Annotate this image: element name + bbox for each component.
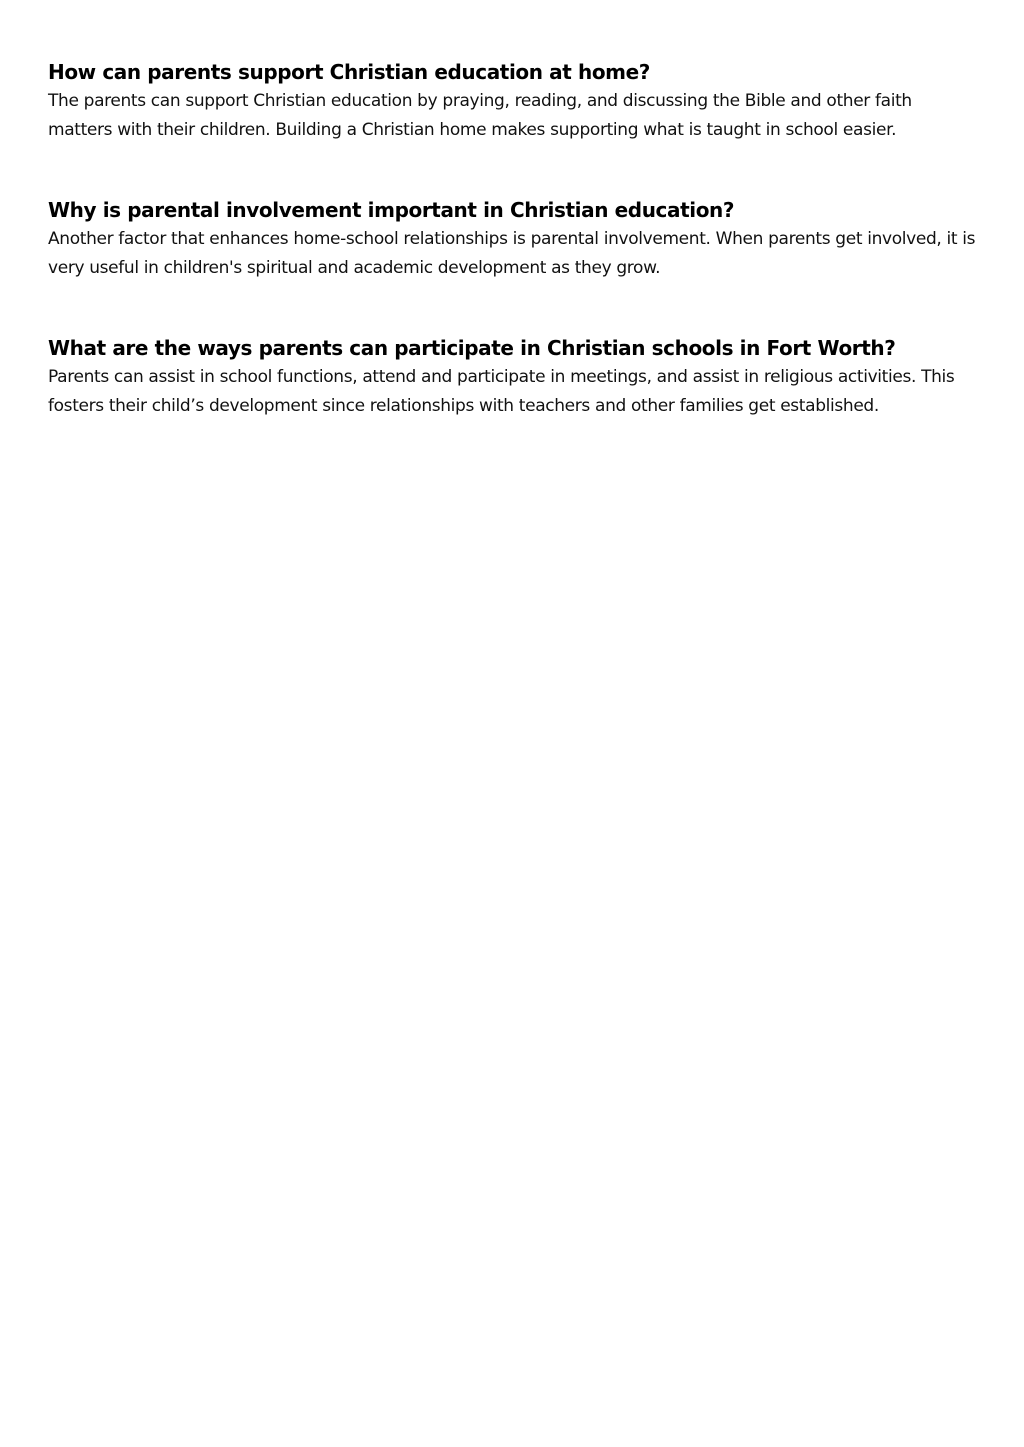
faq-item-parental-involvement — [48, 196, 978, 282]
faq-question: Why is parental involvement important in Christian education? — [48, 198, 735, 222]
document-page — [48, 58, 978, 420]
faq-answer: Parents can assist in school functions, attend and participate in meetings, and assist in religious activities. This fosters their child’s development since relationships with teachers and other families get established. — [48, 367, 955, 416]
faq-item-participation-ways — [48, 334, 978, 420]
faq-item-home-support — [48, 58, 978, 144]
faq-question: What are the ways parents can participate in Christian schools in Fort Worth? — [48, 336, 896, 360]
faq-answer: Another factor that enhances home-school relationships is parental involvement. When parents get involved, it is very useful in children's spiritual and academic development as they grow. — [48, 229, 976, 278]
faq-answer: The parents can support Christian education by praying, reading, and discussing the Bible and other faith matters with their children. Building a Christian home makes supporting what is taught in school easier. — [48, 91, 912, 140]
faq-question: How can parents support Christian education at home? — [48, 60, 650, 84]
